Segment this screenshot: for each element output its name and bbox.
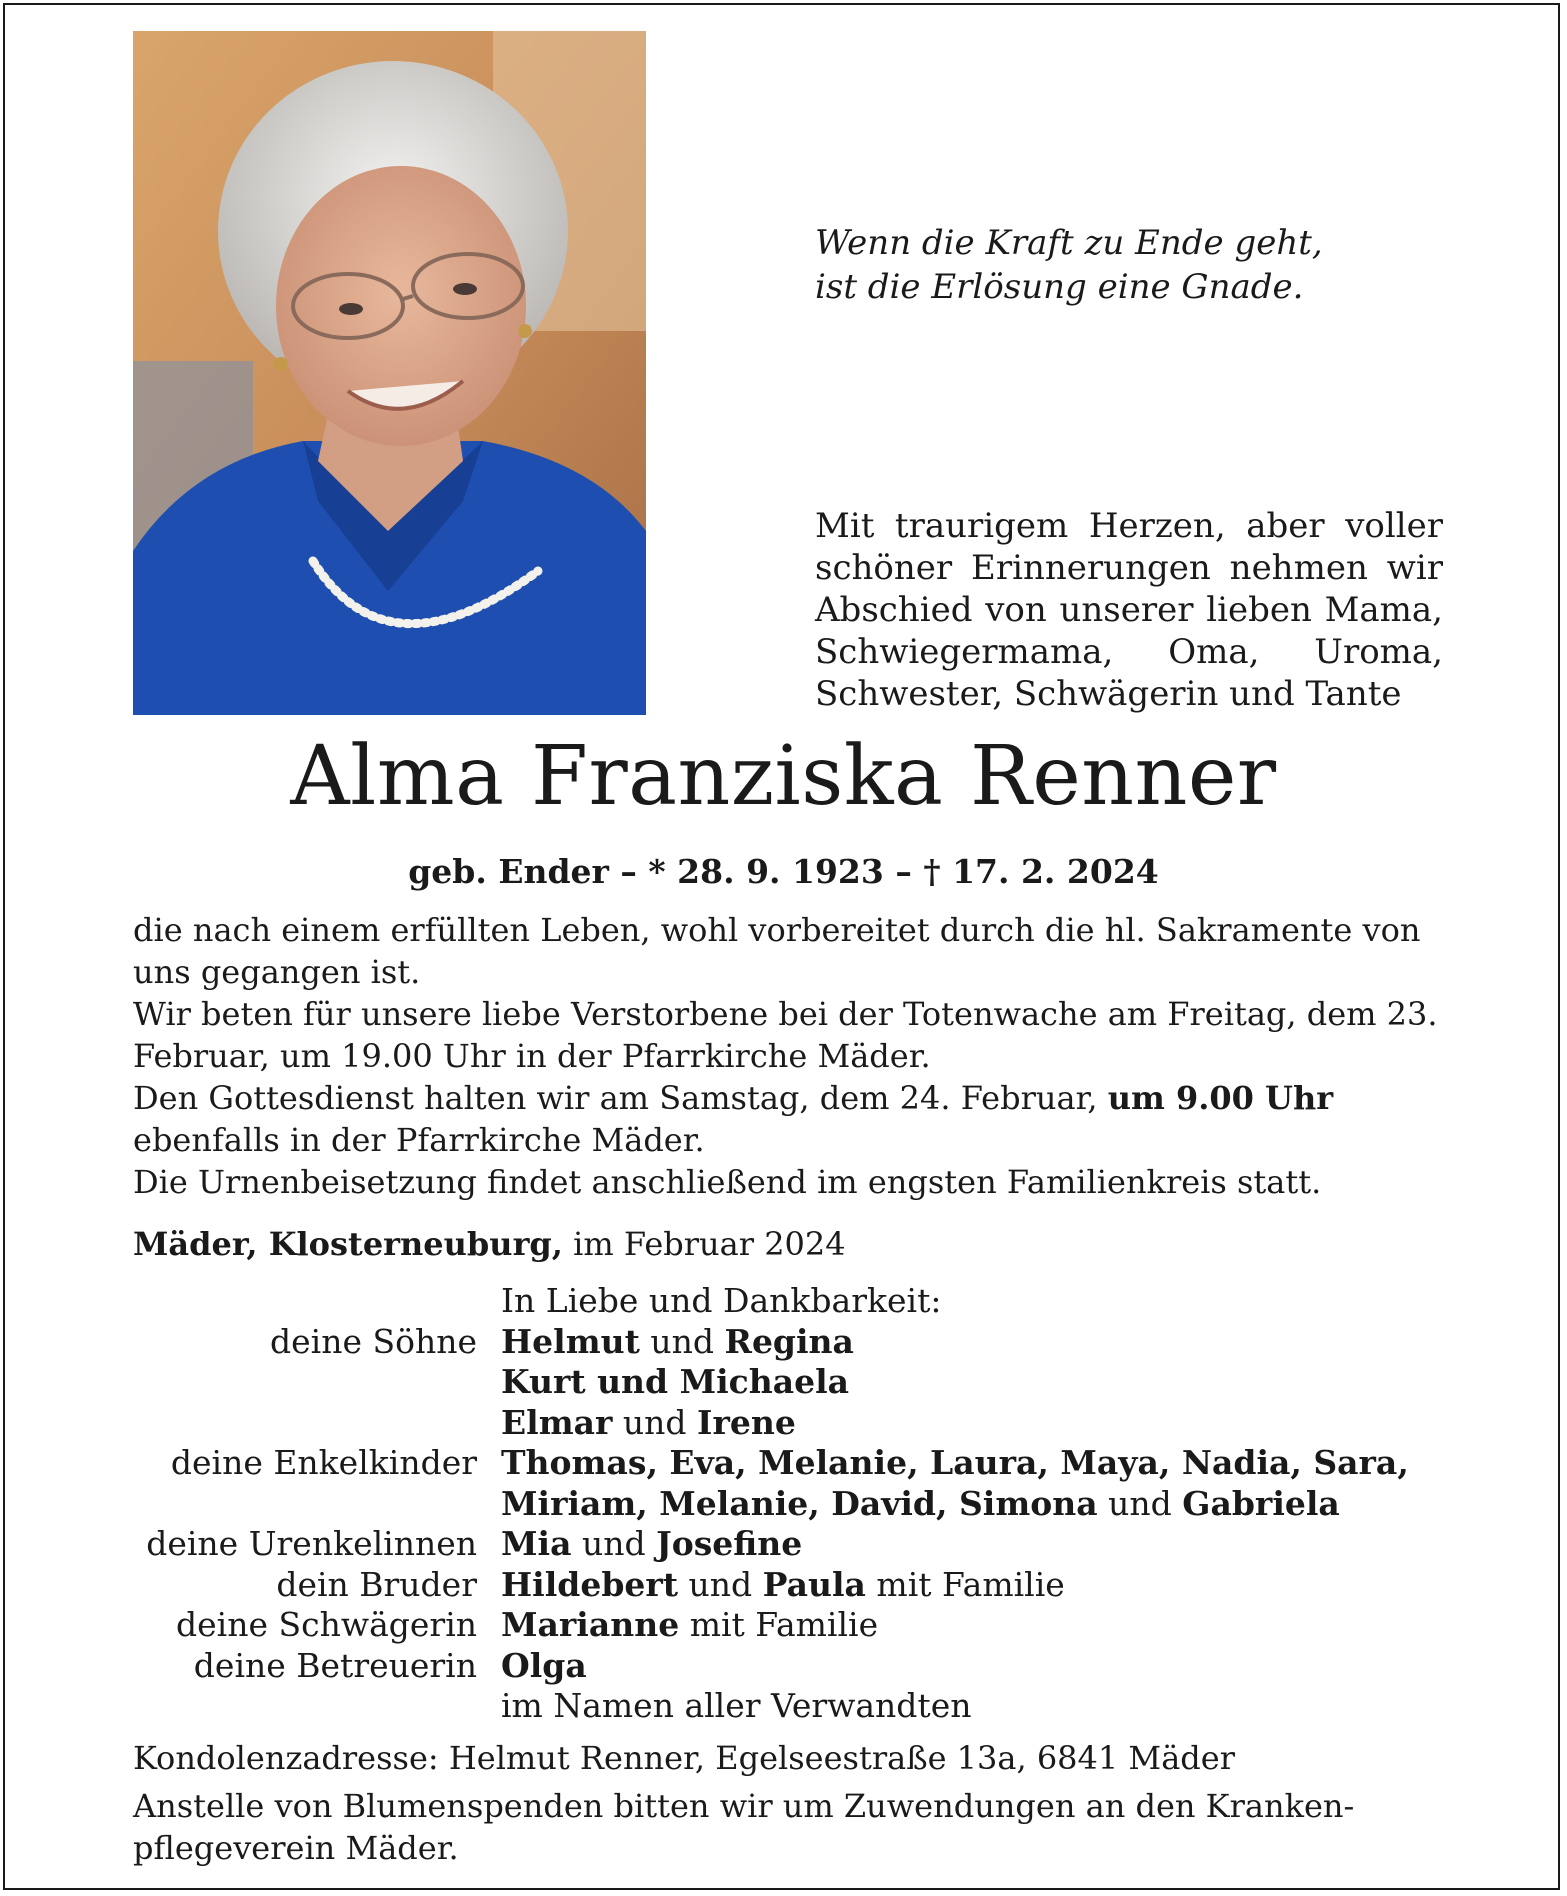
family-name: Miriam, Melanie, David, Simona: [501, 1483, 1098, 1523]
quote-line-1: Wenn die Kraft zu Ende geht,: [815, 223, 1323, 263]
family-name: Helmut: [501, 1321, 640, 1361]
conjunction: und: [688, 1564, 753, 1604]
family-suffix: mit Familie: [689, 1605, 879, 1644]
donation-note: Anstelle von Blumenspenden bitten wir um Zuwendungen an den Kranken- pflegeverein Mäder.: [133, 1787, 1355, 1867]
signature-row: [133, 1484, 1453, 1525]
place-date: im Februar 2024: [573, 1225, 846, 1263]
footer-notes: [133, 1737, 1443, 1875]
family-name: Mia: [501, 1524, 572, 1563]
conjunction: und: [1108, 1483, 1172, 1523]
intro-line: schöner Erinnerungen nehmen wir: [815, 548, 1443, 588]
intro-line: Schwiegermama, Oma, Uroma,: [815, 632, 1443, 672]
service-place: ebenfalls in der Pfarrkirche Mäder.: [133, 1121, 705, 1159]
quote-line-2: ist die Erlösung eine Gnade.: [815, 267, 1304, 307]
relation-label: dein Bruder: [276, 1564, 477, 1604]
conjunction: und: [650, 1321, 715, 1361]
signature-row: [133, 1524, 1453, 1565]
signature-row: [133, 1443, 1453, 1484]
condolence-address: Kondolenzadresse: Helmut Renner, Egelseestraße 13a, 6841 Mäder: [133, 1739, 1235, 1777]
intro-line: Mit traurigem Herzen, aber voller: [815, 506, 1443, 546]
signature-row: [133, 1281, 1453, 1322]
signature-row: [133, 1686, 1453, 1727]
place-and-date: [133, 1223, 1443, 1265]
family-suffix: mit Familie: [876, 1564, 1065, 1604]
relation-label: deine Enkelkinder: [170, 1443, 477, 1482]
portrait-illustration: [133, 31, 646, 715]
service-time: um 9.00 Uhr: [1107, 1079, 1334, 1117]
family-name: Kurt und Michaela: [501, 1362, 850, 1401]
announcement-body: [133, 909, 1443, 1203]
body-paragraph: Die Urnenbeisetzung findet anschließend im engsten Familienkreis statt.: [133, 1163, 1322, 1201]
intro-line: Schwester, Schwägerin und Tante: [815, 674, 1402, 714]
relation-label: deine Schwägerin: [176, 1605, 477, 1644]
relation-label: deine Urenkelinnen: [146, 1524, 477, 1563]
family-name: Paula: [762, 1564, 866, 1604]
family-name: Regina: [724, 1321, 854, 1361]
portrait-photo: [133, 31, 646, 715]
body-paragraph: die nach einem erfüllten Leben, wohl vorbereitet durch die hl. Sakramente von uns gegangen ist.: [133, 911, 1421, 991]
family-signatures: [133, 1281, 1453, 1727]
conjunction: und: [581, 1524, 646, 1563]
intro-text: [815, 505, 1443, 715]
place-locations: Mäder, Klosterneuburg,: [133, 1225, 563, 1263]
body-paragraph: [133, 1077, 1443, 1161]
intro-line: Abschied von unserer lieben Mama,: [815, 590, 1443, 630]
family-name: Elmar: [501, 1402, 613, 1442]
family-name: Thomas, Eva, Melanie, Laura, Maya, Nadia, Sara,: [501, 1443, 1409, 1482]
signature-row: [133, 1605, 1453, 1646]
family-name: Irene: [697, 1402, 796, 1442]
family-name: Hildebert: [501, 1564, 679, 1604]
relation-label: deine Betreuerin: [193, 1645, 477, 1685]
service-text: Den Gottesdienst halten wir am Samstag, dem 24. Februar,: [133, 1079, 1098, 1117]
conjunction: und: [622, 1402, 687, 1442]
signature-closing: im Namen aller Verwandten: [501, 1686, 972, 1725]
signature-row: [133, 1565, 1453, 1606]
relation-label: deine Söhne: [270, 1321, 477, 1361]
family-name: Josefine: [656, 1524, 803, 1563]
signature-heading: In Liebe und Dankbarkeit:: [501, 1281, 942, 1320]
family-name: Gabriela: [1182, 1483, 1340, 1523]
signature-row: [133, 1362, 1453, 1403]
memorial-quote: [815, 221, 1375, 309]
family-name: Marianne: [501, 1605, 680, 1644]
signature-row: [133, 1403, 1453, 1444]
signature-row: [133, 1646, 1453, 1687]
obituary-page: [3, 3, 1560, 1890]
signature-row: [133, 1322, 1453, 1363]
family-name: Olga: [501, 1645, 587, 1685]
birth-death-dates: geb. Ender – * 28. 9. 1923 – † 17. 2. 2024: [408, 852, 1159, 891]
body-paragraph: Wir beten für unsere liebe Verstorbene bei der Totenwache am Freitag, dem 23. Februar, um 19.00 Uhr in der Pfarrkirche Mäder.: [133, 995, 1438, 1075]
deceased-name: Alma Franziska Renner: [290, 729, 1277, 824]
